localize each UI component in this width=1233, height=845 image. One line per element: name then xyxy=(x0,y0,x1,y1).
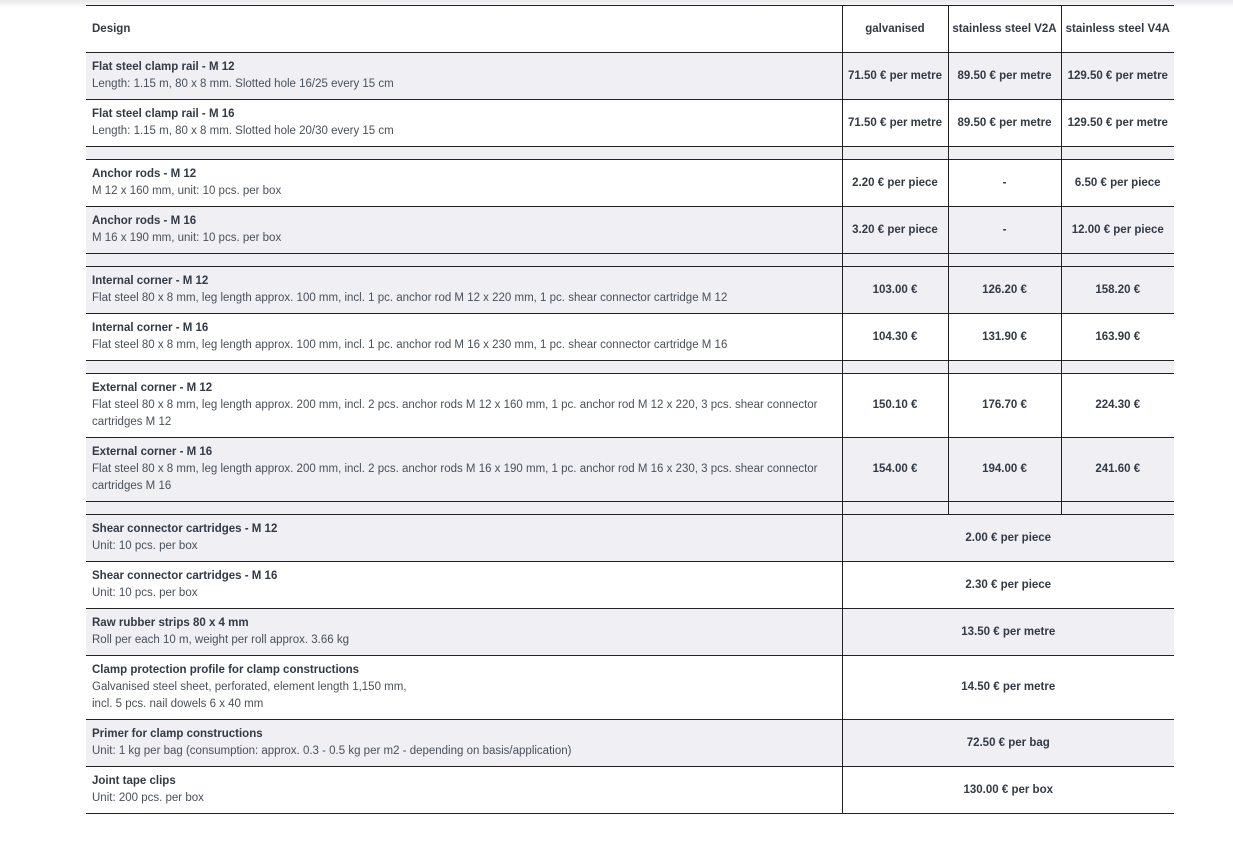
header-design: Design xyxy=(86,6,842,53)
product-name: External corner - M 16 xyxy=(92,446,213,458)
product-name: Anchor rods - M 12 xyxy=(92,168,197,180)
product-name: Clamp protection profile for clamp constructions xyxy=(92,664,360,676)
price-galvanised: 154.00 € xyxy=(842,438,948,502)
price-v4a: 6.50 € per piece xyxy=(1061,160,1174,207)
group-separator xyxy=(86,361,1174,374)
product-detail: Unit: 1 kg per bag (consumption: approx. 0.3 - 0.5 kg per m2 - depending on basis/application) xyxy=(92,745,572,757)
price-v4a: 129.50 € per metre xyxy=(1061,100,1174,147)
product-name: Raw rubber strips 80 x 4 mm xyxy=(92,617,249,629)
price-galvanised: 3.20 € per piece xyxy=(842,207,948,254)
price-all-materials: 13.50 € per metre xyxy=(842,609,1174,656)
product-detail: Unit: 10 pcs. per box xyxy=(92,540,198,552)
table-row xyxy=(86,515,1174,562)
product-detail: Galvanised steel sheet, perforated, element length 1,150 mm, xyxy=(92,681,407,693)
product-detail: M 16 x 190 mm, unit: 10 pcs. per box xyxy=(92,232,282,244)
price-v2a: 194.00 € xyxy=(948,438,1061,502)
header-galvanised: galvanised xyxy=(842,6,948,53)
product-detail: M 12 x 160 mm, unit: 10 pcs. per box xyxy=(92,185,282,197)
group-separator xyxy=(86,147,1174,160)
header-v2a: stainless steel V2A xyxy=(948,6,1061,53)
price-all-materials: 130.00 € per box xyxy=(842,767,1174,814)
table-row xyxy=(86,314,1174,361)
group-separator xyxy=(86,254,1174,267)
price-galvanised: 71.50 € per metre xyxy=(842,53,948,100)
table-row xyxy=(86,100,1174,147)
table-row xyxy=(86,267,1174,314)
table-row xyxy=(86,720,1174,767)
price-v2a: - xyxy=(948,160,1061,207)
price-galvanised: 103.00 € xyxy=(842,267,948,314)
product-detail: Roll per each 10 m, weight per roll approx. 3.66 kg xyxy=(92,634,349,646)
group-separator xyxy=(86,502,1174,515)
price-galvanised: 104.30 € xyxy=(842,314,948,361)
product-name: Primer for clamp constructions xyxy=(92,728,263,740)
product-name: Anchor rods - M 16 xyxy=(92,215,197,227)
price-v4a: 12.00 € per piece xyxy=(1061,207,1174,254)
table-row xyxy=(86,767,1174,814)
price-all-materials: 2.00 € per piece xyxy=(842,515,1174,562)
product-name: Flat steel clamp rail - M 16 xyxy=(92,108,235,120)
product-detail: Flat steel 80 x 8 mm, leg length approx. 100 mm, incl. 1 pc. anchor rod M 16 x 230 mm, 1 pc. shear connector cartridge M 16 xyxy=(92,339,728,351)
price-all-materials: 2.30 € per piece xyxy=(842,562,1174,609)
product-detail: Length: 1.15 m, 80 x 8 mm. Slotted hole 20/30 every 15 cm xyxy=(92,125,394,137)
table-row xyxy=(86,609,1174,656)
product-name: External corner - M 12 xyxy=(92,382,213,394)
price-v2a: 89.50 € per metre xyxy=(948,100,1061,147)
product-detail: Unit: 10 pcs. per box xyxy=(92,587,198,599)
product-detail-extra: incl. 5 pcs. nail dowels 6 x 40 mm xyxy=(92,698,264,710)
table-header xyxy=(86,6,1174,53)
price-v2a: 126.20 € xyxy=(948,267,1061,314)
product-name: Shear connector cartridges - M 12 xyxy=(92,523,278,535)
price-v4a: 241.60 € xyxy=(1061,438,1174,502)
product-name: Internal corner - M 12 xyxy=(92,275,209,287)
table-row xyxy=(86,656,1174,720)
table-row xyxy=(86,53,1174,100)
price-table xyxy=(86,5,1174,814)
table-row xyxy=(86,160,1174,207)
price-v2a: - xyxy=(948,207,1061,254)
table-row xyxy=(86,438,1174,502)
price-v4a: 163.90 € xyxy=(1061,314,1174,361)
table-row xyxy=(86,207,1174,254)
product-detail: Flat steel 80 x 8 mm, leg length approx. 200 mm, incl. 2 pcs. anchor rods M 12 x 160 mm, 1 pc. anchor rod M 12 x 220, 3 pcs. shear connector cartridges M 12 xyxy=(92,399,818,428)
product-name: Shear connector cartridges - M 16 xyxy=(92,570,278,582)
price-galvanised: 150.10 € xyxy=(842,374,948,438)
table-row xyxy=(86,562,1174,609)
product-name: Flat steel clamp rail - M 12 xyxy=(92,61,235,73)
price-v4a: 158.20 € xyxy=(1061,267,1174,314)
price-all-materials: 72.50 € per bag xyxy=(842,720,1174,767)
price-v2a: 89.50 € per metre xyxy=(948,53,1061,100)
product-detail: Unit: 200 pcs. per box xyxy=(92,792,204,804)
price-all-materials: 14.50 € per metre xyxy=(842,656,1174,720)
product-detail: Flat steel 80 x 8 mm, leg length approx. 100 mm, incl. 1 pc. anchor rod M 12 x 220 mm, 1 pc. shear connector cartridge M 12 xyxy=(92,292,728,304)
product-name: Joint tape clips xyxy=(92,775,176,787)
table-row xyxy=(86,374,1174,438)
price-v4a: 224.30 € xyxy=(1061,374,1174,438)
product-detail: Flat steel 80 x 8 mm, leg length approx. 200 mm, incl. 2 pcs. anchor rods M 16 x 190 mm, 1 pc. anchor rod M 16 x 230, 3 pcs. shear connector cartridges M 16 xyxy=(92,463,818,492)
product-detail: Length: 1.15 m, 80 x 8 mm. Slotted hole 16/25 every 15 cm xyxy=(92,78,394,90)
header-v4a: stainless steel V4A xyxy=(1061,6,1174,53)
product-name: Internal corner - M 16 xyxy=(92,322,209,334)
price-v2a: 131.90 € xyxy=(948,314,1061,361)
price-galvanised: 2.20 € per piece xyxy=(842,160,948,207)
price-v2a: 176.70 € xyxy=(948,374,1061,438)
price-galvanised: 71.50 € per metre xyxy=(842,100,948,147)
price-v4a: 129.50 € per metre xyxy=(1061,53,1174,100)
